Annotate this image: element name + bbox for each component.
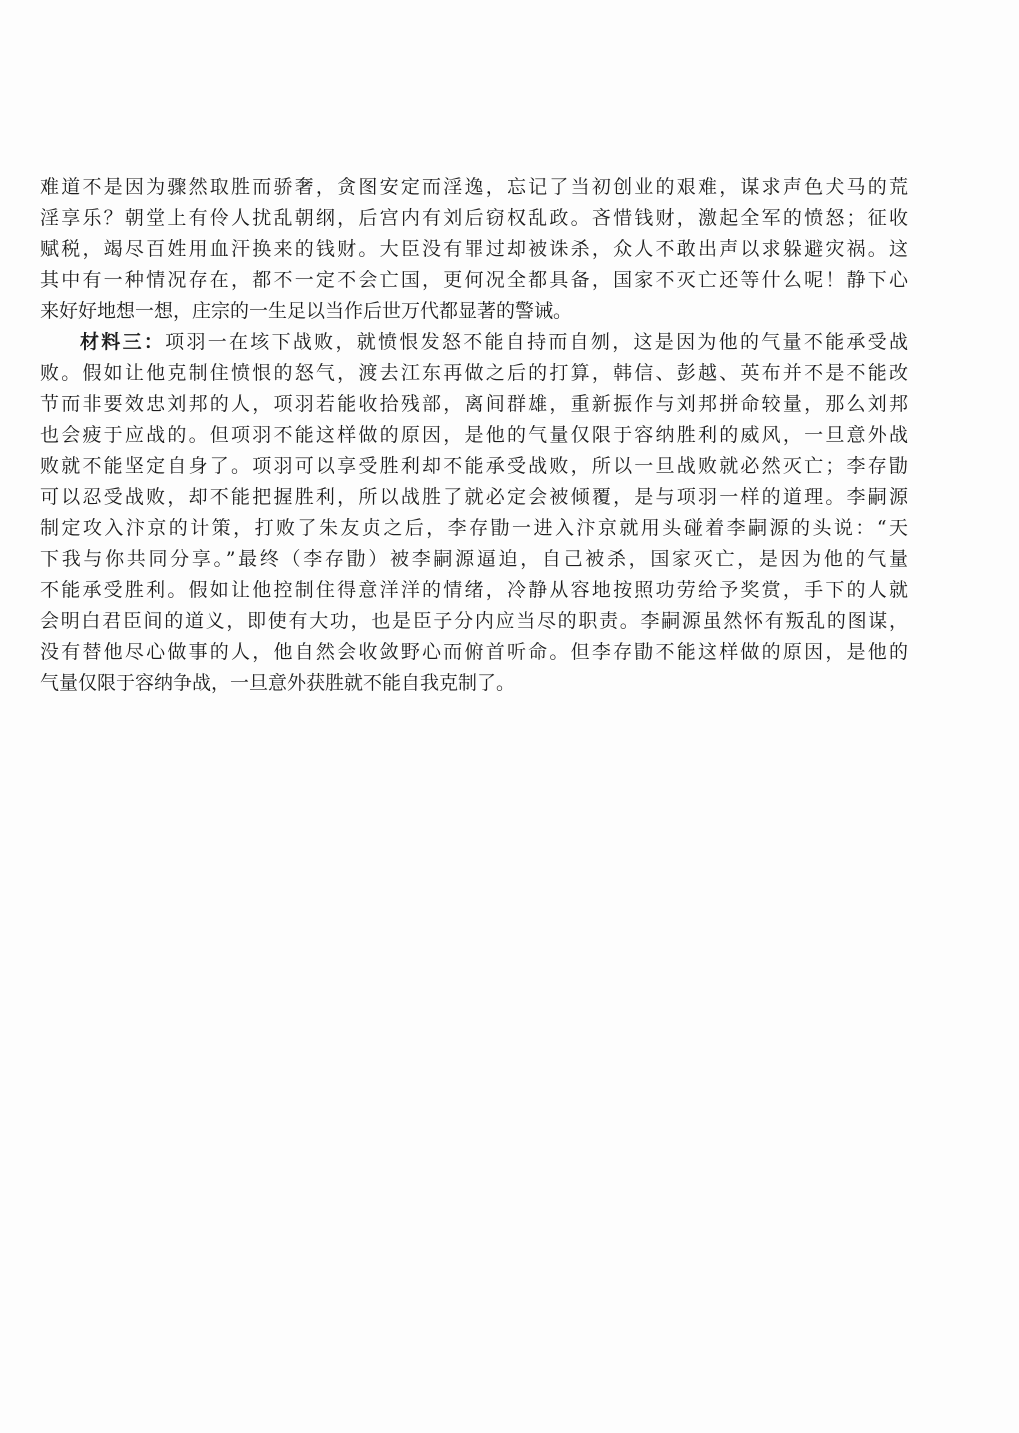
text-line: 其中有一种情况存在，都不一定不会亡国，更何况全都具备，国家不灭亡还等什么呢！静下心 [40,269,908,291]
text-line: 败。假如让他克制住愤恨的怒气，渡去江东再做之后的打算，韩信、彭越、英布并不是不能改 [40,362,908,384]
text-line: 难道不是因为骤然取胜而骄奢，贪图安定而淫逸，忘记了当初创业的艰难，谋求声色犬马的荒 [40,176,908,198]
text-line: 也会疲于应战的。但项羽不能这样做的原因，是他的气量仅限于容纳胜利的威风，一旦意外战 [40,424,908,446]
text-line: 淫享乐？朝堂上有伶人扰乱朝纲，后宫内有刘后窃权乱政。吝惜钱财，激起全军的愤怒；征收 [40,207,908,229]
text-line: 会明白君臣间的道义，即使有大功，也是臣子分内应当尽的职责。李嗣源虽然怀有叛乱的图谋， [40,610,908,632]
text-line: 败就不能坚定自身了。项羽可以享受胜利却不能承受战败，所以一旦战败就必然灭亡；李存勖 [40,455,908,477]
passage-text [40,172,908,699]
text-line: 制定攻入汴京的计策，打败了朱友贞之后，李存勖一进入汴京就用头碰着李嗣源的头说：“天 [40,517,908,539]
text-line: 可以忍受战败，却不能把握胜利，所以战胜了就必定会被倾覆，是与项羽一样的道理。李嗣源 [40,486,908,508]
text-line: 没有替他尽心做事的人，他自然会收敛野心而俯首听命。但李存勖不能这样做的原因，是他的 [40,641,908,663]
material-three-first-line-text: 项羽一在垓下战败，就愤恨发怒不能自持而自刎，这是因为他的气量不能承受战 [165,331,908,353]
text-line: 下我与你共同分享。”最终（李存勖）被李嗣源逼迫，自己被杀，国家灭亡，是因为他的气量 [40,548,908,570]
material-three-first-line [40,327,908,358]
text-line: 不能承受胜利。假如让他控制住得意洋洋的情绪，冷静从容地按照功劳给予奖赏，手下的人就 [40,579,908,601]
material-three-label: 材料三： [80,331,166,353]
text-line: 来好好地想一想，庄宗的一生足以当作后世万代都显著的警诫。 [40,300,573,322]
text-line: 赋税，竭尽百姓用血汗换来的钱财。大臣没有罪过却被诛杀，众人不敢出声以求躲避灾祸。这 [40,238,908,260]
text-line: 节而非要效忠刘邦的人，项羽若能收拾残部，离间群雄，重新振作与刘邦拼命较量，那么刘邦 [40,393,908,415]
text-line: 气量仅限于容纳争战，一旦意外获胜就不能自我克制了。 [40,672,516,694]
